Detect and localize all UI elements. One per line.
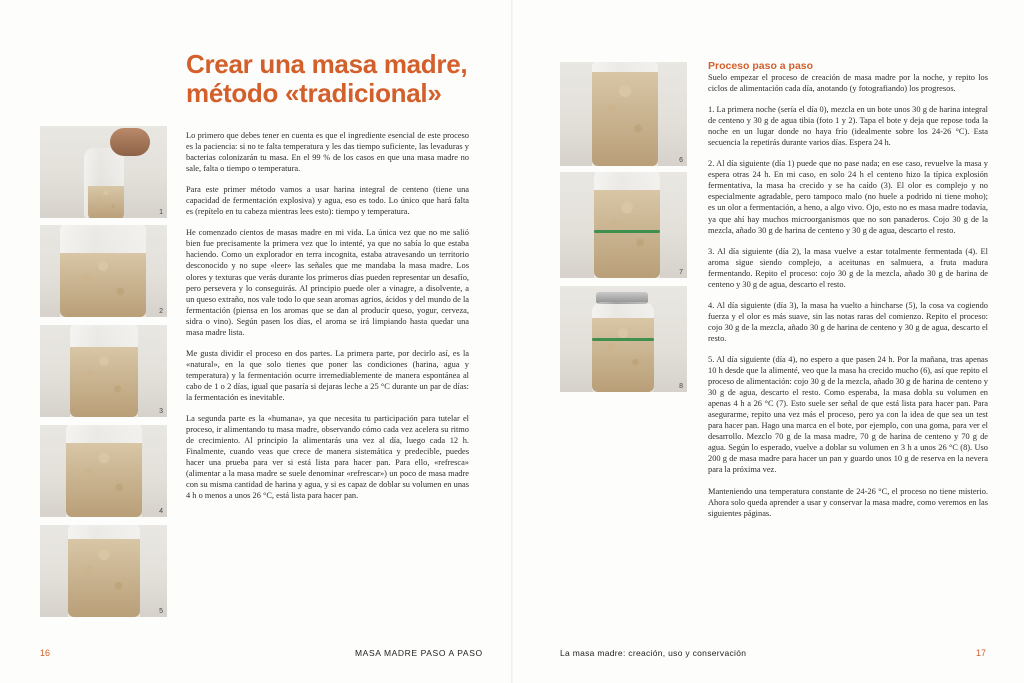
photo-5 — [40, 525, 167, 617]
photo-number: 4 — [159, 508, 163, 515]
step-paragraph: 2. Al día siguiente (día 1) puede que no pase nada; en ese caso, revuelve la masa y espera otras 24 h. En mi caso, en solo 24 h el centeno hizo la típica explosión fermentativa, la masa ha crecido y se ha caído (3). El olor es complejo y no especialmente agradable, pero tampoco malo (no huele a podrido ni tiene moho); es un olor a fermentación, a heno, a algo vivo. Ojo, esto no es masa madre todavía, ya que ahí hay muchos microorganismos que no son panaderos. Cojo 30 g de la mezcla, añado 30 g de harina de centeno y 30 g de agua, descarto el resto. — [708, 159, 988, 235]
photo-7 — [560, 172, 687, 278]
photo-number: 8 — [679, 383, 683, 390]
photo-number: 1 — [159, 209, 163, 216]
photo-number: 7 — [679, 269, 683, 276]
step-paragraph: 1. La primera noche (sería el día 0), mezcla en un bote unos 30 g de harina integral de centeno y 30 g de agua tibia (foto 1 y 2). Tapa el bote y deja que repose toda la noche en un lugar donde no haya frío (idealmente sobre los 24-26 °C). Esta secuencia la repetirás durante varios días. Espera 24 h. — [708, 105, 988, 148]
paragraph: Manteniendo una temperatura constante de 24-26 °C, el proceso no tiene misterio. Ahora solo queda aprender a usar y conservar la masa madre, como veremos en las siguientes páginas. — [708, 486, 988, 518]
page-number-left: 16 — [40, 648, 51, 658]
title-line-2: método «tradicional» — [186, 78, 442, 108]
paragraph: Suelo empezar el proceso de creación de masa madre por la noche, y repito los ciclos de alimentación cada día, anotando (y fotografiando) los progresos. — [708, 73, 988, 94]
photo-2 — [40, 225, 167, 317]
running-head-right: La masa madre: creación, uso y conservación — [560, 648, 747, 658]
photo-6 — [560, 62, 687, 166]
photo-number: 6 — [679, 157, 683, 164]
paragraph: Me gusta dividir el proceso en dos partes. La primera parte, por decirlo así, es la «natural», en la que solo tienes que poner las condiciones (harina, agua y temperatura) y la fermentación ocurre irremediablemente de manera espontánea al cabo de 1 o 2 días, igual que pasaría si dejaras leche a 25 °C durante un par de días: la fermentación es inevitable. — [186, 348, 469, 402]
photo-number: 3 — [159, 408, 163, 415]
running-head-left: MASA MADRE PASO A PASO — [355, 648, 483, 658]
photo-8 — [560, 286, 687, 392]
photo-4 — [40, 425, 167, 517]
photo-1 — [40, 126, 167, 218]
paragraph: He comenzado cientos de masas madre en mi vida. La única vez que no me salió bien fue precisamente la primera vez que lo intenté, ya que no sabía lo que estaba haciendo. Como un explorador en terra incognita, estaba atravesando un territorio desconocido y no supe «leer» las señales que me mandaba la masa madre. Los olores y texturas que verás durante los primeros días pueden representar un desafío, pero persevera y lo conseguirás. Al principio puede oler a vinagre, a disolvente, a un queso extraño, nos vale todo lo que sean aromas agrios, ácidos y del mundo de la fermentación (piensa en los aromas que se dan al producir queso, yogur, cerveza, sidra o vino). Según pasen los días, el aroma se irá limpiando hasta quedar una masa madre lista. — [186, 228, 469, 337]
left-body-text — [186, 130, 469, 511]
step-paragraph: 3. Al día siguiente (día 2), la masa vuelve a estar totalmente fermentada (4). El aroma sigue siendo complejo, a aceitunas en salmuera, a fruta madura fermentando. Repito el proceso: cojo 30 g de la mezcla, añado 30 g de harina de centeno y 30 g de agua, descarto el resto. — [708, 246, 988, 289]
photo-3 — [40, 325, 167, 417]
paragraph: La segunda parte es la «humana», ya que necesita tu participación para tutelar el proceso, ir alimentando tu masa madre, observando cómo cada vez acelera su ritmo de crecimiento. Al principio la alimentarás una vez al día, luego cada 12 h. Finalmente, cuando veas que crece de manera sistemática y predecible, puedes hacer una prueba para ver si está lista para hacer pan. Para ello, «refresca» (alimentar a la masa madre se suele denominar «refrescar») un poco de masa madre con su misma cantidad de harina y agua, y si es capaz de doblar su volumen en unas 4 h o menos a unos 26 °C, está lista para hacer pan. — [186, 414, 469, 501]
right-body-text — [708, 72, 988, 529]
paragraph: Para este primer método vamos a usar harina integral de centeno (tiene una capacidad de fermentación explosiva) y agua, eso es todo. Lo único que hará falta es (repítelo en tu cabeza mientras lees esto): tiempo y temperatura. — [186, 185, 469, 217]
page-title — [186, 50, 486, 108]
photo-number: 2 — [159, 308, 163, 315]
paragraph: Lo primero que debes tener en cuenta es que el ingrediente esencial de este proceso es la paciencia: si no te falta temperatura y les das tiempo suficiente, las levaduras y bacterias colonizarán tu masa. En el 99 % de los casos en que una masa madre no sale, falta o tiempo o temperatura. — [186, 131, 469, 174]
page-number-right: 17 — [976, 648, 987, 658]
section-subheading: Proceso paso a paso — [708, 60, 814, 72]
gutter — [511, 0, 513, 683]
step-paragraph: 5. Al día siguiente (día 4), no espero a que pasen 24 h. Por la mañana, tras apenas 10 h desde que la alimenté, veo que la masa ha crecido mucho (6), así que repito el proceso de alimentación: cojo 30 g de la mezcla, añado 30 g de harina de centeno y 30 g de agua, descarto el resto. Como esperaba, la masa dobla su volumen en apenas 4 h a 26 °C (7). Esto suele ser señal de que está lista para hacer pan. Para asegurarme, repito una vez más el proceso, pero ya con la idea de que sea un test para hacer pan. Hago una marca en el bote, por ejemplo, con una goma, para ver el desarrollo. Mezclo 70 g de la masa madre, 70 g de harina de centeno y 70 g de agua. Según lo esperado, vuelve a doblar su volumen en 3 h a unos 26 °C (8). Uso 200 g de masa madre para hacer un pan y guardo unos 10 g de reserva en la nevera para la próxima vez. — [708, 354, 988, 475]
step-paragraph: 4. Al día siguiente (día 3), la masa ha vuelto a hincharse (5), la cosa va cogiendo fuerza y el olor es más suave, sin las notas raras del comienzo. Repito el proceso: cojo 30 g de la mezcla, añado 30 g de harina de centeno y 30 g de agua, descarto el resto. — [708, 300, 988, 343]
title-line-1: Crear una masa madre, — [186, 49, 468, 79]
photo-number: 5 — [159, 608, 163, 615]
